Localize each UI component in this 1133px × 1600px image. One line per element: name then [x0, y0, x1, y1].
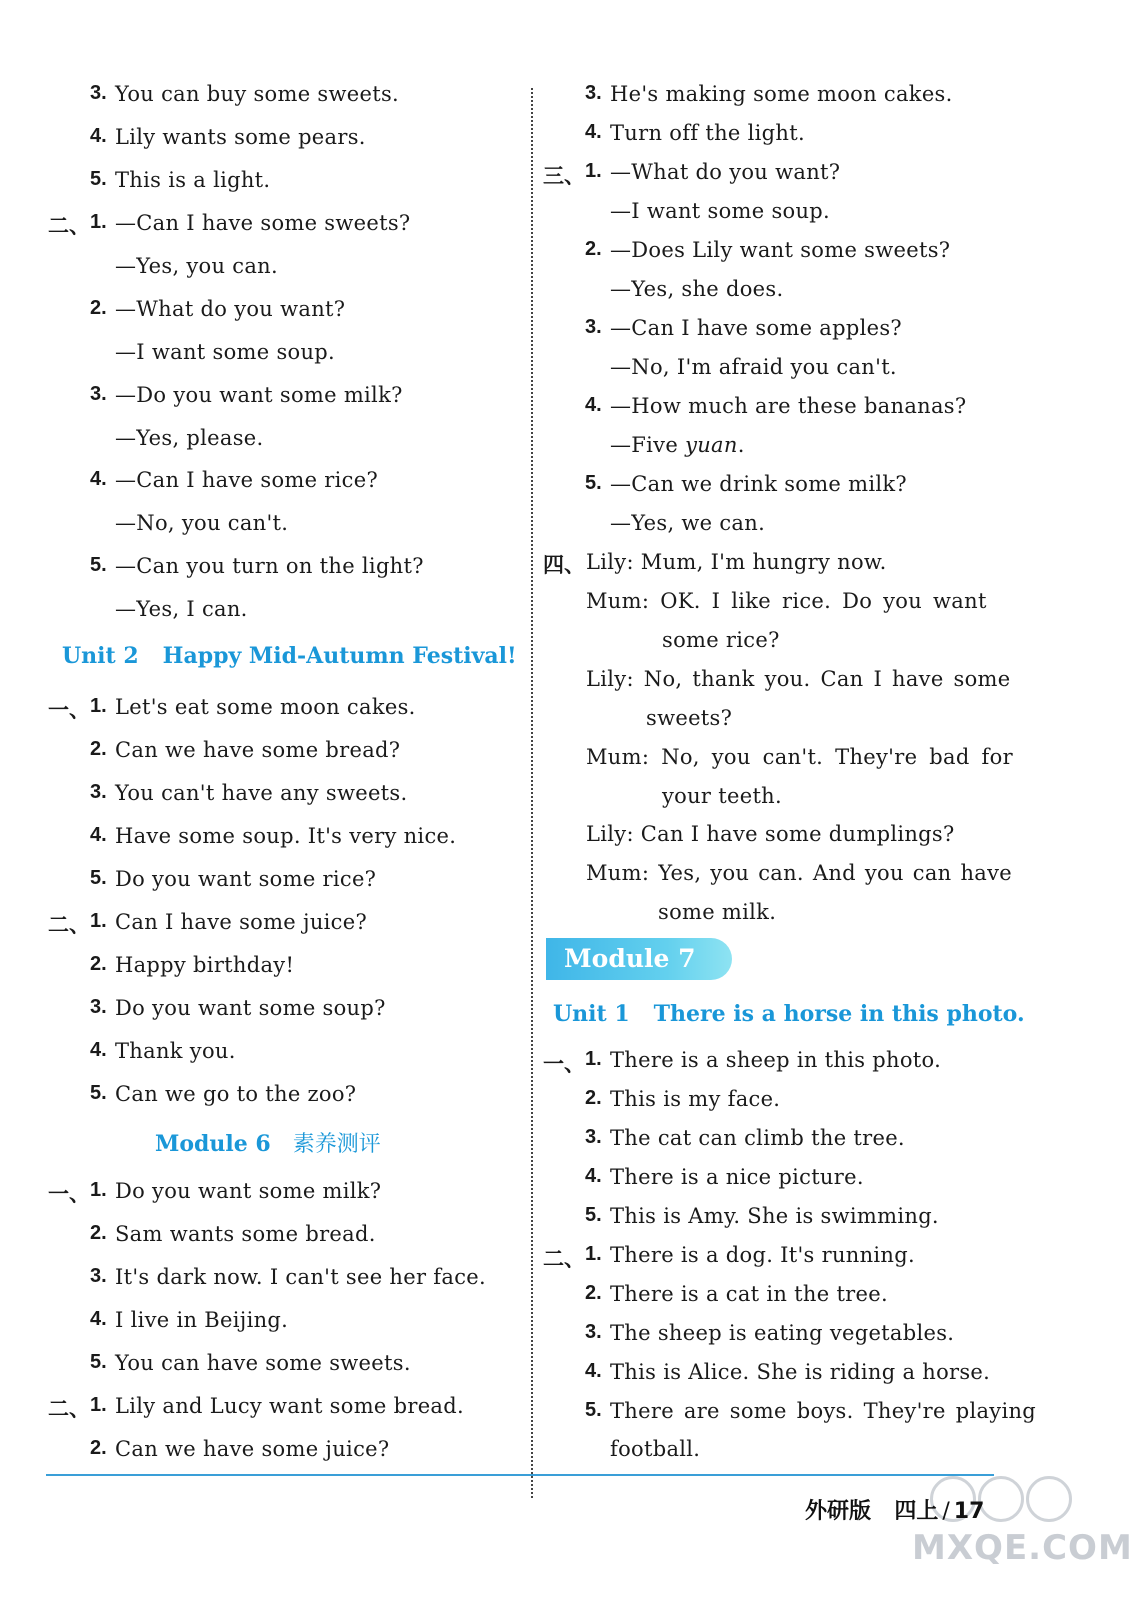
- dialogue-line: Lily: No, thank you. Can I have some: [586, 667, 1011, 691]
- item-number: 4.: [585, 121, 602, 143]
- item-number: 3.: [90, 996, 107, 1018]
- item-number: 5.: [90, 867, 107, 889]
- item-number: 5.: [90, 1351, 107, 1373]
- item-number: 4.: [90, 468, 107, 490]
- section-marker: 一、: [543, 1052, 585, 1076]
- item-number: 5.: [90, 168, 107, 190]
- dialogue-question: —Can I have some apples?: [610, 316, 902, 340]
- item-number: 2.: [90, 953, 107, 975]
- answer-line: This is my face.: [610, 1087, 781, 1111]
- dialogue-question: —Do you want some milk?: [115, 383, 403, 407]
- item-number: 2.: [585, 1282, 602, 1304]
- answer-line: This is Alice. She is riding a horse.: [610, 1360, 991, 1384]
- dialogue-answer: —Yes, you can.: [115, 254, 278, 278]
- footer-rule: [46, 1474, 994, 1476]
- module-label: Module 6: [155, 1131, 271, 1157]
- item-number: 3.: [585, 1321, 602, 1343]
- answer-line: You can have some sweets.: [115, 1351, 411, 1375]
- dialogue-line: some milk.: [658, 900, 777, 924]
- dialogue-question: —Can I have some sweets?: [115, 211, 411, 235]
- item-number: 3.: [585, 1126, 602, 1148]
- item-number: 3.: [585, 316, 602, 338]
- item-number: 1.: [90, 910, 107, 932]
- item-number: 4.: [90, 1308, 107, 1330]
- answer-line: Can I have some juice?: [115, 910, 368, 934]
- section-marker: 四、: [543, 553, 585, 577]
- section-marker: 一、: [48, 1182, 90, 1206]
- answer-suffix: .: [737, 433, 745, 457]
- item-number: 2.: [585, 238, 602, 260]
- answer-line-continuation: football.: [610, 1437, 701, 1461]
- answer-line: You can buy some sweets.: [115, 82, 400, 106]
- answer-line: There is a cat in the tree.: [610, 1282, 888, 1306]
- item-number: 4.: [90, 1039, 107, 1061]
- item-number: 1.: [90, 1179, 107, 1201]
- item-number: 4.: [90, 125, 107, 147]
- dialogue-answer: —Yes, I can.: [115, 597, 248, 621]
- answer-line: Turn off the light.: [610, 121, 805, 145]
- column-divider: [531, 88, 533, 1498]
- section-marker: 二、: [48, 913, 90, 937]
- item-number: 5.: [585, 472, 602, 494]
- answer-line: There is a dog. It's running.: [610, 1243, 915, 1267]
- yuan-word: yuan: [685, 433, 738, 457]
- answer-line: Do you want some soup?: [115, 996, 386, 1020]
- dialogue-line: sweets?: [646, 706, 733, 730]
- answer-line: There are some boys. They're playing: [610, 1399, 1037, 1423]
- module7-tag: Module 7: [546, 938, 732, 980]
- item-number: 5.: [585, 1399, 602, 1421]
- page-number: 17: [953, 1499, 985, 1524]
- item-number: 5.: [585, 1204, 602, 1226]
- dialogue-question: —What do you want?: [610, 160, 841, 184]
- answer-line: He's making some moon cakes.: [610, 82, 953, 106]
- answer-line: Lily and Lucy want some bread.: [115, 1394, 464, 1418]
- item-number: 1.: [585, 160, 602, 182]
- dialogue-line: some rice?: [662, 628, 780, 652]
- item-number: 3.: [90, 82, 107, 104]
- footer-slash: /: [942, 1499, 950, 1524]
- answer-line: Have some soup. It's very nice.: [115, 824, 457, 848]
- item-number: 2.: [90, 738, 107, 760]
- dialogue-answer: —No, I'm afraid you can't.: [610, 355, 897, 379]
- unit-label: Unit 2: [62, 643, 139, 669]
- answer-line: Happy birthday!: [115, 953, 295, 977]
- dialogue-answer: —I want some soup.: [115, 340, 336, 364]
- dialogue-question: —Can I have some rice?: [115, 468, 379, 492]
- dialogue-line: Mum: No, you can't. They're bad for: [586, 745, 1013, 769]
- unit-label: Unit 1: [553, 1001, 630, 1027]
- section-marker: 二、: [543, 1247, 585, 1271]
- dialogue-question: —What do you want?: [115, 297, 346, 321]
- answer-line: There is a sheep in this photo.: [610, 1048, 942, 1072]
- item-number: 5.: [90, 554, 107, 576]
- dialogue-line: Lily: Mum, I'm hungry now.: [586, 550, 887, 574]
- answer-line: It's dark now. I can't see her face.: [115, 1265, 486, 1289]
- dialogue-answer: —No, you can't.: [115, 511, 289, 535]
- dialogue-line: Mum: Yes, you can. And you can have: [586, 861, 1012, 885]
- item-number: 1.: [90, 1394, 107, 1416]
- item-number: 1.: [585, 1243, 602, 1265]
- dialogue-question: —Can we drink some milk?: [610, 472, 907, 496]
- answer-line: Sam wants some bread.: [115, 1222, 376, 1246]
- answer-line: Can we have some bread?: [115, 738, 401, 762]
- module6-eval-heading: [155, 1127, 381, 1158]
- answer-line: Can we have some juice?: [115, 1437, 390, 1461]
- answer-line: You can't have any sweets.: [115, 781, 408, 805]
- unit-title: There is a horse in this photo.: [653, 1001, 1025, 1027]
- answer-line: I live in Beijing.: [115, 1308, 289, 1332]
- dialogue-question: —Does Lily want some sweets?: [610, 238, 951, 262]
- section-marker: 二、: [48, 1397, 90, 1421]
- dialogue-line: Mum: OK. I like rice. Do you want: [586, 589, 987, 613]
- answer-line: Lily wants some pears.: [115, 125, 366, 149]
- item-number: 3.: [90, 383, 107, 405]
- dialogue-answer: —Yes, she does.: [610, 277, 784, 301]
- unit2-heading: [62, 643, 517, 669]
- dialogue-question: —Can you turn on the light?: [115, 554, 424, 578]
- page-footer: [805, 1494, 984, 1525]
- item-number: 2.: [90, 1222, 107, 1244]
- dialogue-line: your teeth.: [662, 784, 782, 808]
- answer-line: Do you want some milk?: [115, 1179, 382, 1203]
- dialogue-answer: —I want some soup.: [610, 199, 831, 223]
- item-number: 3.: [585, 82, 602, 104]
- item-number: 1.: [90, 695, 107, 717]
- answer-line: The cat can climb the tree.: [610, 1126, 905, 1150]
- eval-title: 素养测评: [292, 1132, 381, 1157]
- section-marker: 三、: [543, 164, 585, 188]
- answer-prefix: —Five: [610, 433, 686, 457]
- item-number: 1.: [90, 211, 107, 233]
- item-number: 4.: [90, 824, 107, 846]
- answer-line: This is a light.: [115, 168, 271, 192]
- section-marker: 一、: [48, 698, 90, 722]
- unit-title: Happy Mid-Autumn Festival!: [162, 643, 517, 669]
- dialogue-answer: [610, 431, 745, 459]
- item-number: 2.: [585, 1087, 602, 1109]
- dialogue-question: —How much are these bananas?: [610, 394, 967, 418]
- answer-line: There is a nice picture.: [610, 1165, 864, 1189]
- section-marker: 二、: [48, 214, 90, 238]
- item-number: 1.: [585, 1048, 602, 1070]
- dialogue-line: Lily: Can I have some dumplings?: [586, 822, 955, 846]
- answer-line: Thank you.: [115, 1039, 236, 1063]
- answer-line: Let's eat some moon cakes.: [115, 695, 416, 719]
- answer-line: The sheep is eating vegetables.: [610, 1321, 955, 1345]
- item-number: 3.: [90, 1265, 107, 1287]
- item-number: 3.: [90, 781, 107, 803]
- publisher-label: 外研版: [805, 1499, 872, 1524]
- answer-line: Can we go to the zoo?: [115, 1082, 357, 1106]
- module7-unit1-heading: [553, 1001, 1025, 1027]
- item-number: 4.: [585, 1360, 602, 1382]
- grade-label: 四上: [894, 1499, 939, 1524]
- item-number: 4.: [585, 1165, 602, 1187]
- dialogue-answer: —Yes, we can.: [610, 511, 766, 535]
- watermark-text: MXQE.COM: [912, 1528, 1133, 1568]
- item-number: 2.: [90, 1437, 107, 1459]
- item-number: 2.: [90, 297, 107, 319]
- item-number: 4.: [585, 394, 602, 416]
- item-number: 5.: [90, 1082, 107, 1104]
- answer-line: Do you want some rice?: [115, 867, 377, 891]
- dialogue-answer: —Yes, please.: [115, 426, 264, 450]
- answer-line: This is Amy. She is swimming.: [610, 1204, 939, 1228]
